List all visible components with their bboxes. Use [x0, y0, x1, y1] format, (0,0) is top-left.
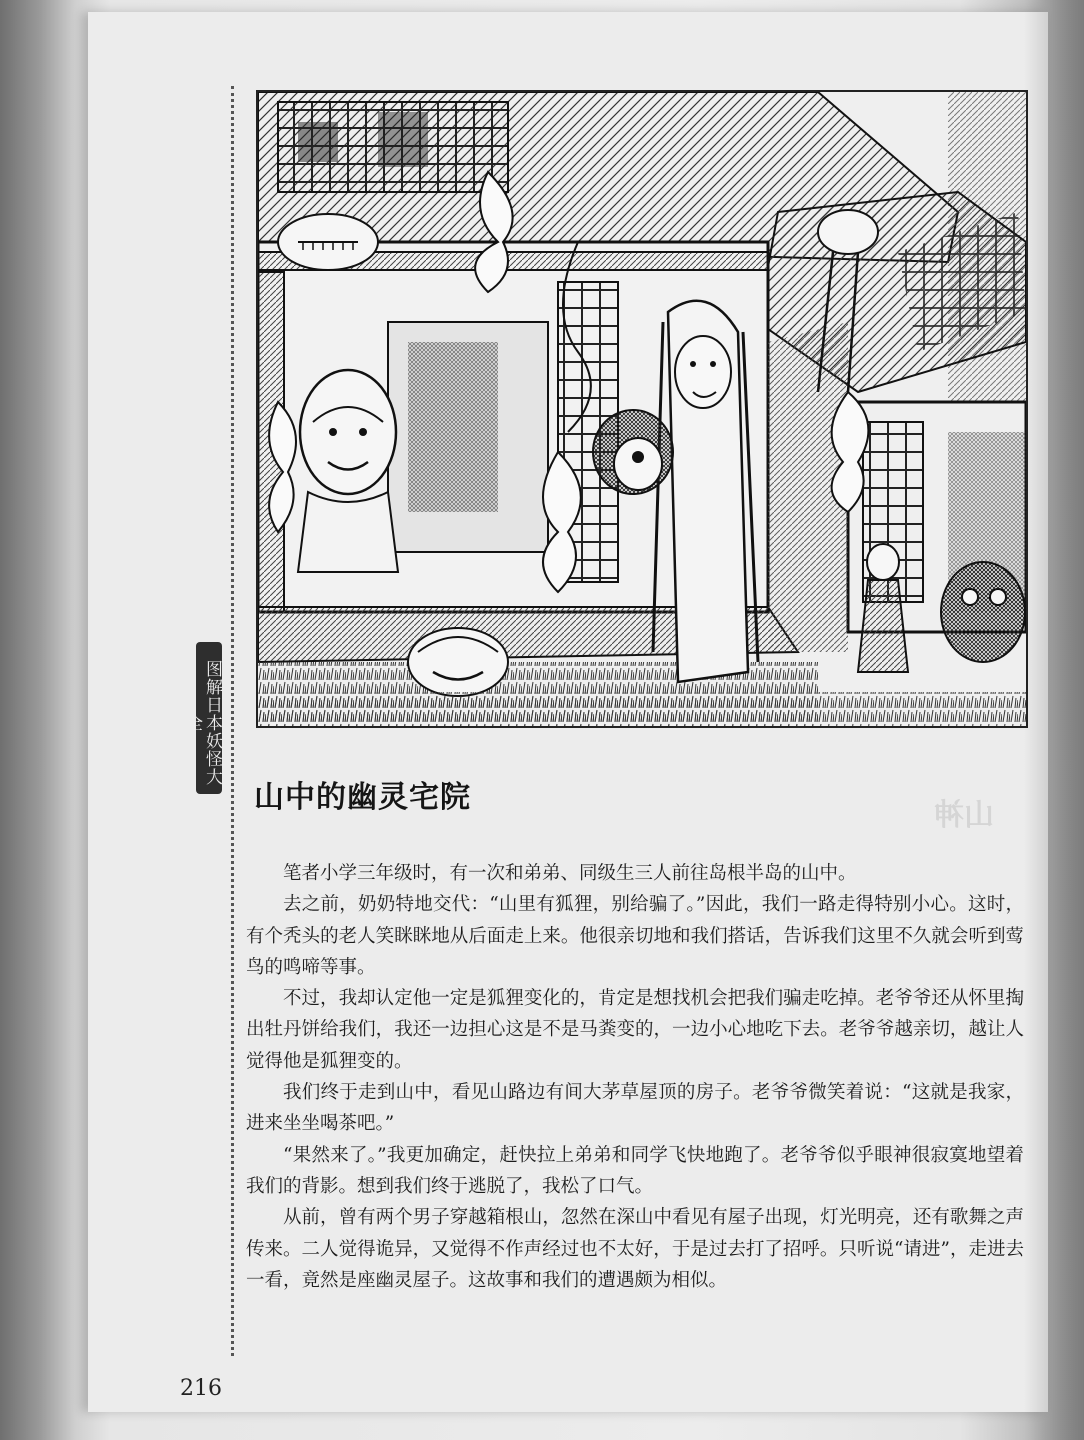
side-tab: [182, 642, 222, 794]
page-number: 216: [180, 1376, 222, 1401]
illustration-drawing: [258, 92, 1026, 726]
next-page-bleed: [1024, 0, 1084, 1440]
paragraph: 去之前，奶奶特地交代：“山里有狐狸，别给骗了。”因此，我们一路走得特别小心。这时，有个秃头的老人笑眯眯地从后面走上来。他很亲切地和我们搭话，告诉我们这里不久就会听到莺鸟的鸣啼等事。: [246, 894, 1024, 978]
paragraph: 笔者小学三年级时，有一次和弟弟、同级生三人前往岛根半岛的山中。: [283, 863, 857, 884]
bleed-through-title: 山神: [934, 798, 994, 833]
article-title: 山中的幽灵宅院: [254, 780, 471, 815]
paragraph: 从前，曾有两个男子穿越箱根山，忽然在深山中看见有屋子出现，灯光明亮，还有歌舞之声传来。二人觉得诡异，又觉得不作声经过也不太好，于是过去打了招呼。只听说“请进”，走进去一看，竟然是座幽灵屋子。这故事和我们的遭遇颇为相似。: [246, 1207, 1024, 1291]
dotted-margin-rule: [231, 86, 234, 1356]
paragraph: “果然来了。”我更加确定，赶快拉上弟弟和同学飞快地跑了。老爷爷似乎眼神很寂寞地望着我们的背影。想到我们终于逃脱了，我松了口气。: [246, 1144, 1024, 1197]
side-tab-label: 图解日本妖怪大全: [182, 660, 222, 786]
paragraph: 我们终于走到山中，看见山路边有间大茅草屋顶的房子。老爷爷微笑着说：“这就是我家，进来坐坐喝茶吧。”: [246, 1082, 1024, 1135]
article-body: [246, 858, 1024, 1296]
haunted-house-illustration: [256, 90, 1028, 728]
paragraph: 不过，我却认定他一定是狐狸变化的，肯定是想找机会把我们骗走吃掉。老爷爷还从怀里掏出牡丹饼给我们，我还一边担心这是不是马粪变的，一边小心地吃下去。老爷爷越亲切，越让人觉得他是狐狸变的。: [246, 988, 1024, 1072]
